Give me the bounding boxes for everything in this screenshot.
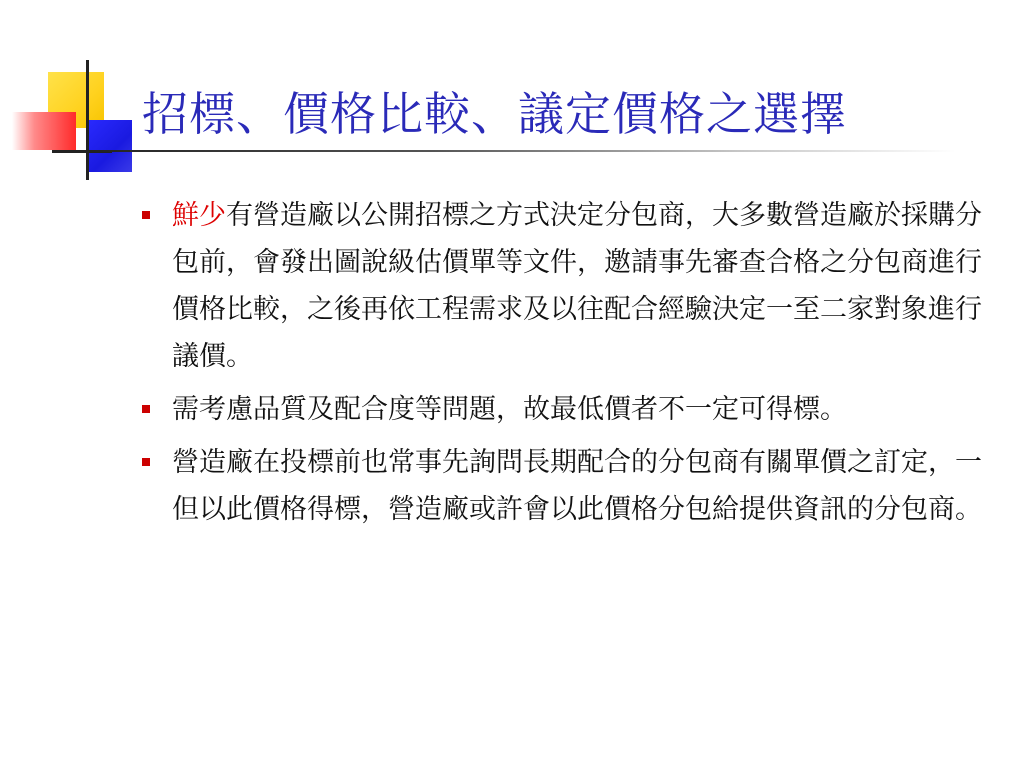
bullet-text: 有營造廠以公開招標之方式決定分包商，大多數營造廠於採購分包前，會發出圖說級估價單等文件，邀請事先審查合格之分包商進行價格比較，之後再依工程需求及以往配合經驗決定一至二家對象進行議價。 [172,200,982,372]
bullet-text: 營造廠在投標前也常事先詢問長期配合的分包商有關單價之訂定，一但以此價格得標，營造廠或許會以此價格分包給提供資訊的分包商。 [172,447,982,525]
slide-title: 招標、價格比較、議定價格之選擇 [142,87,847,141]
bullet-item [140,439,1000,533]
highlight-text: 鮮少 [172,200,226,231]
blue-square-decoration [86,120,132,172]
bullet-item [140,386,1000,433]
title-underline [86,150,956,152]
bullet-list [140,192,1000,539]
red-square-decoration [12,112,76,150]
bullet-square-icon [142,458,150,466]
bullet-square-icon [142,405,150,413]
vertical-line-decoration [86,60,89,180]
bullet-square-icon [142,211,150,219]
bullet-text: 需考慮品質及配合度等問題，故最低價者不一定可得標。 [172,394,847,425]
bullet-item [140,192,1000,380]
